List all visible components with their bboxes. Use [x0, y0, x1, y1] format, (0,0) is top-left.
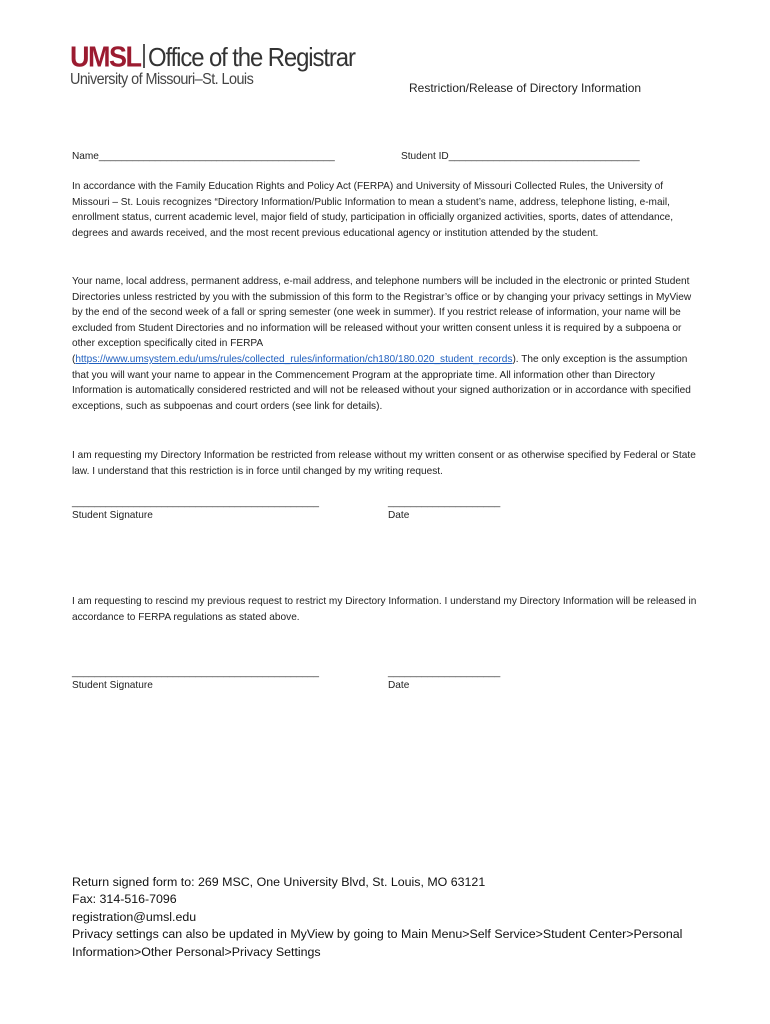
return-address: Return signed form to: 269 MSC, One University Blvd, St. Louis, MO 63121	[72, 875, 486, 889]
ferpa-rules-link[interactable]: https://www.umsystem.edu/ums/rules/collected_rules/information/ch180/180.020_student_records	[75, 353, 513, 365]
paragraph2-text-start: Your name, local address, permanent address, e-mail address, and telephone numbers will be included in the electronic or printed Student Directories unless restricted by you with the submission of this form to the Registrar’s office or by changing your privacy settings in MyView by the end of the second week of a fall or spring semester (one week in summer). If you restrict release of information, your name will be excluded from Student Directories and no information will be released without your written consent unless it is required by a subpoena or other exception specifically cited in FERPA (	[72, 276, 692, 365]
name-field[interactable]: Name__________________________________________	[72, 151, 335, 162]
restriction-request-paragraph: I am requesting my Directory Information be restricted from release without my written consent or as otherwise specified by Federal or State law. I understand that this restriction is in force until changed by my writing request.	[72, 450, 696, 477]
date-label: Date	[388, 680, 410, 691]
rescind-request-paragraph: I am requesting to rescind my previous request to restrict my Directory Information. I understand my Directory Information will be released in accordance to FERPA regulations as stated above.	[72, 596, 697, 623]
fax-number: Fax: 314-516-7096	[72, 892, 177, 907]
date-field-2[interactable]	[388, 667, 500, 691]
student-id-field[interactable]: Student ID__________________________________	[401, 151, 640, 162]
student-signature-field-1[interactable]	[72, 497, 319, 521]
registration-email: registration@umsl.edu	[72, 909, 197, 924]
ferpa-directory-paragraph: In accordance with the Family Education Rights and Policy Act (FERPA) and University of Missouri Collected Rules, the University of Missouri – St. Louis recognizes “Directory Information/Public Information to mean a student’s name, address, telephone listing, e-mail, enrollment status, current academic level, major field of study, participation in officially organized activities, sports, dates of attendance, degrees and awards received, and the most recent previous educational agency or institution attended by the student.	[72, 181, 674, 239]
return-instructions	[72, 874, 682, 961]
date-label: Date	[388, 510, 410, 521]
privacy-settings-note: Privacy settings can also be updated in MyView by going to Main Menu>Self Service>Student Center>Personal	[72, 927, 683, 942]
student-signature-field-2[interactable]	[72, 667, 319, 691]
signature-line[interactable]: ____________________________________________	[72, 667, 320, 678]
paragraph2-text-end: ). The only exception is the assumption that you will want your name to appear in the Commencement Program at the appropriate time. All information other than Directory Information is automatically considered restricted and will not be released without your signed authorization or in accordance with specified exceptions, such as subpoenas and court orders (see link for details).	[72, 353, 691, 412]
umsl-registrar-logo	[70, 41, 355, 92]
directory-release-paragraph	[72, 274, 700, 414]
signature-label: Student Signature	[72, 510, 153, 521]
logo-umsl-wordmark: UMSL	[70, 41, 141, 73]
logo-divider	[143, 44, 145, 68]
logo-university-name: University of Missouri–St. Louis	[70, 71, 254, 88]
privacy-settings-path: Information>Other Personal>Privacy Settings	[72, 944, 321, 959]
date-line[interactable]: ____________________	[388, 497, 501, 508]
signature-line[interactable]: ____________________________________________	[72, 497, 320, 508]
signature-label: Student Signature	[72, 680, 153, 691]
date-line[interactable]: ____________________	[388, 667, 501, 678]
date-field-1[interactable]	[388, 497, 500, 521]
logo-office-name: Office of the Registrar	[147, 42, 355, 72]
form-title: Restriction/Release of Directory Information	[409, 81, 642, 95]
